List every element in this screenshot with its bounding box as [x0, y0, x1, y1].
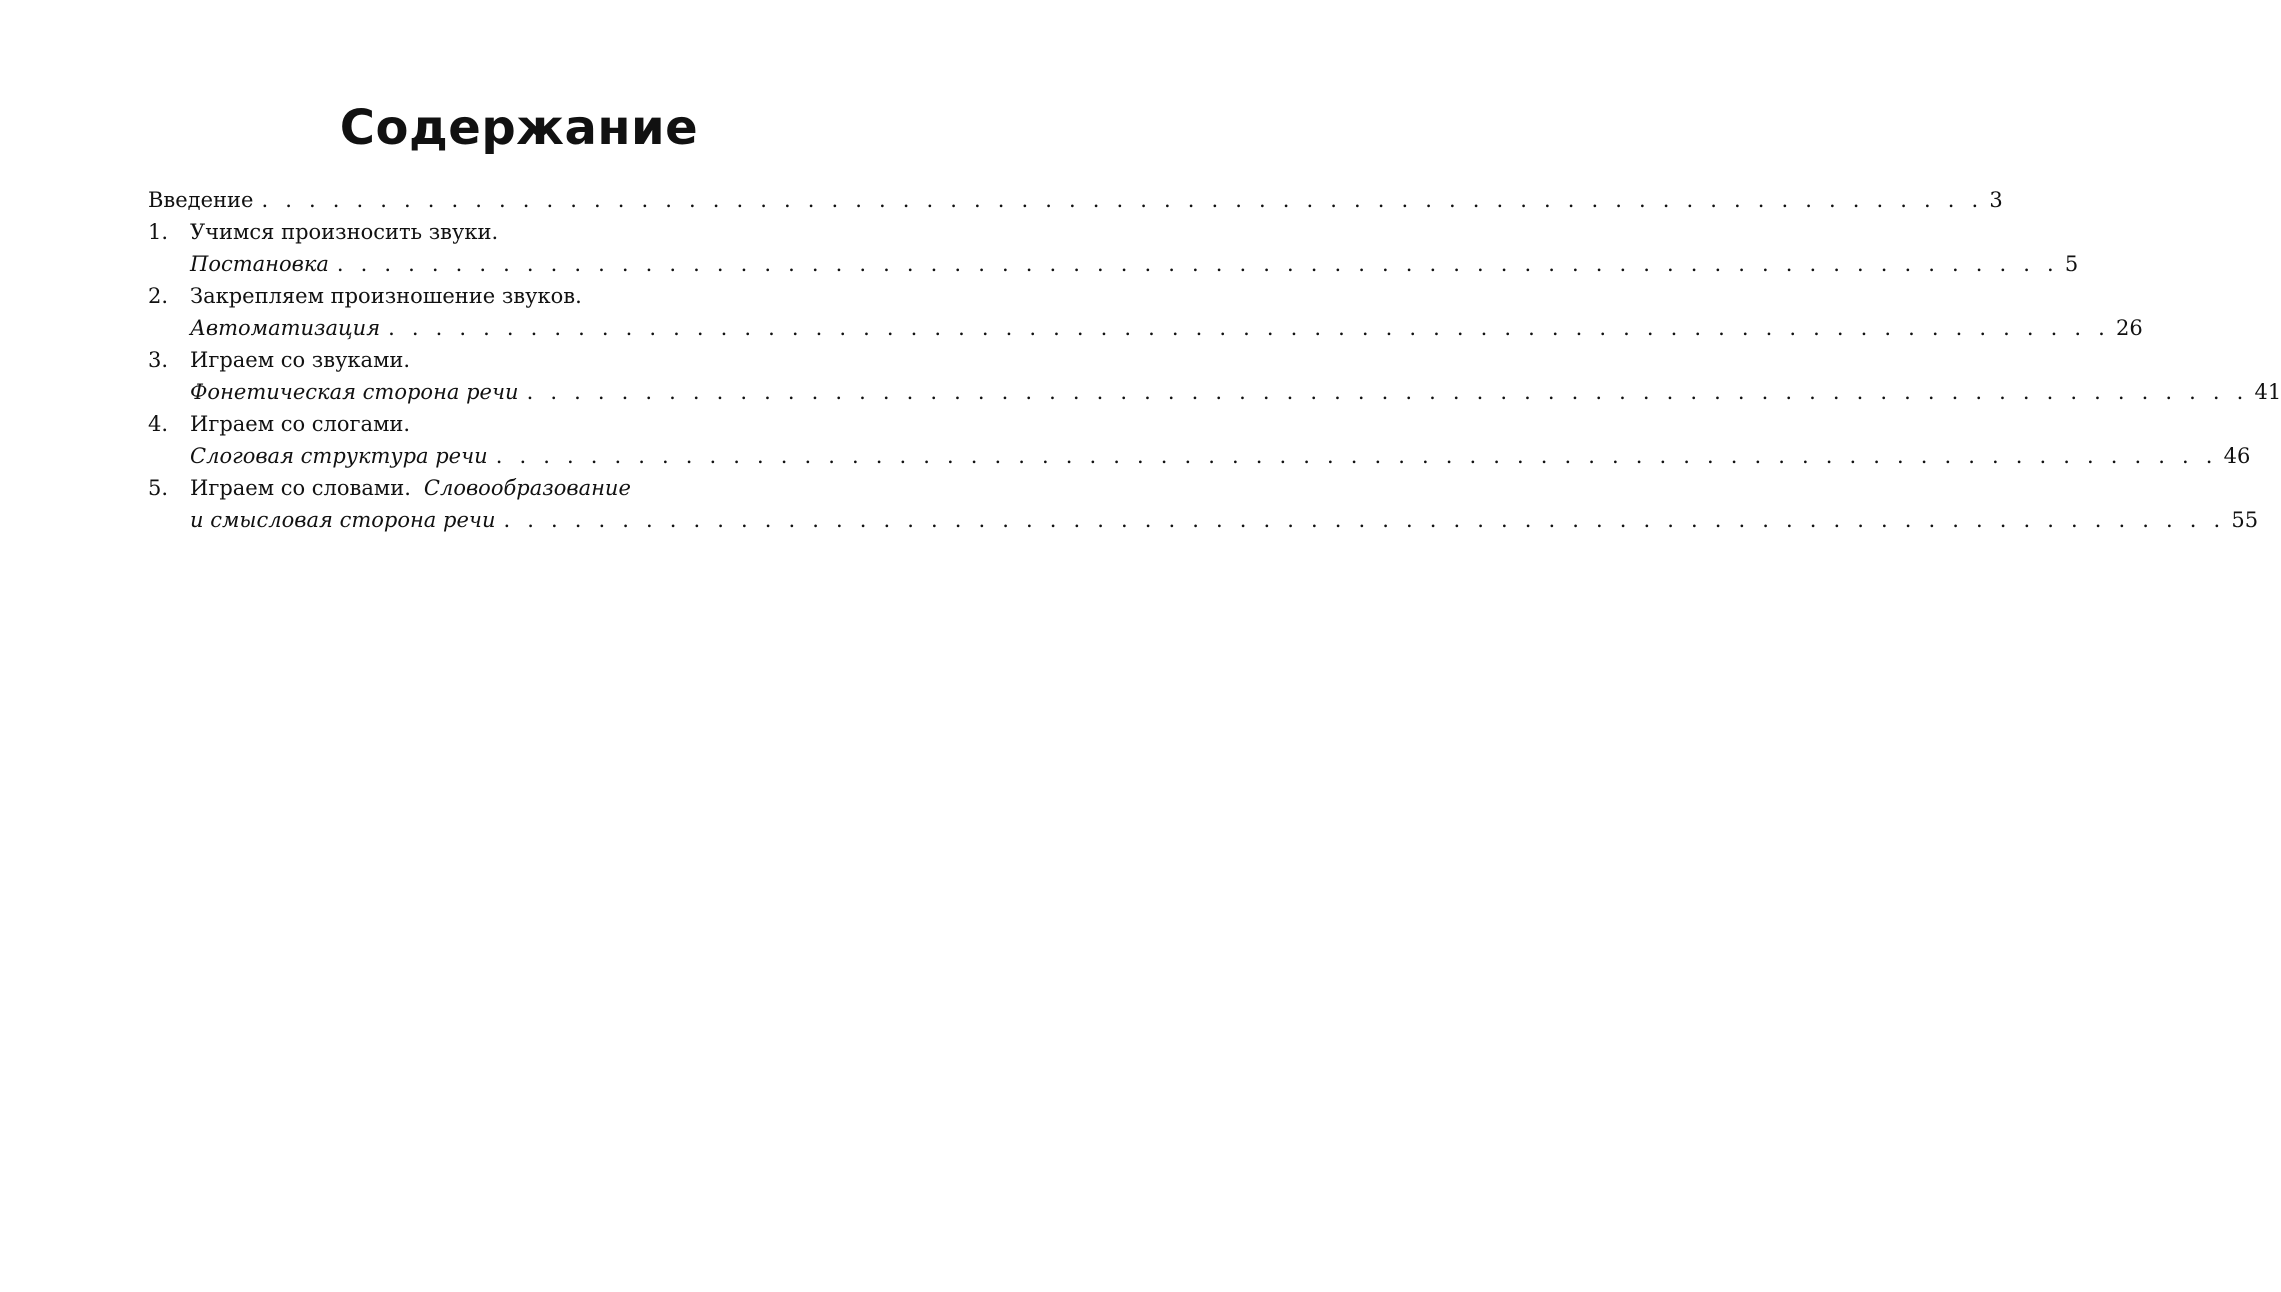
toc-entry-line: [190, 376, 2281, 408]
toc-entry-introduction[interactable]: [148, 184, 2003, 216]
toc-entry-title: Играем со словами.: [190, 476, 411, 500]
dot-leader: . . . . . . . . . . . . . . . . . . . . . . . . . . . . . . . . . . . . . . . . . . . . . . . . . . . . . . . . . . . . . . . . . . . . . . . . .: [526, 380, 2249, 404]
dot-leader: . . . . . . . . . . . . . . . . . . . . . . . . . . . . . . . . . . . . . . . . . . . . . . . . . . . . . . . . . . . . . . . . . . . . . . . . .: [336, 252, 2059, 276]
toc-entry-heading: [190, 408, 884, 440]
dot-leader: . . . . . . . . . . . . . . . . . . . . . . . . . . . . . . . . . . . . . . . . . . . . . . . . . . . . . . . . . . . . . . . . . . . . . . . . .: [388, 316, 2111, 340]
toc-entry-body: [190, 408, 2251, 472]
toc-entry-heading: [190, 216, 884, 248]
toc-entry-body: [190, 216, 2079, 280]
toc-page-number: 5: [2064, 252, 2079, 276]
toc-entry-body: [190, 344, 2281, 408]
toc-entry-title-italic: Словообразование: [423, 476, 631, 500]
toc-entry-title: Играем со звуками.: [190, 348, 411, 372]
toc-entry-number: 1.: [148, 220, 169, 244]
toc-entry-3[interactable]: [148, 344, 2281, 408]
toc-entry-title: Введение: [148, 188, 254, 212]
toc-entry-heading: [190, 280, 884, 312]
toc-entry-number: 2.: [148, 284, 169, 308]
toc-entry-2[interactable]: [148, 280, 2143, 344]
toc-entry-subtitle: Автоматизация: [190, 316, 381, 340]
page-title: Содержание: [339, 100, 699, 156]
toc-entry-subtitle: и смысловая сторона речи: [190, 508, 496, 532]
toc-entry-line: [190, 504, 2259, 536]
toc-entry-subtitle: Постановка: [190, 252, 329, 276]
toc-page-number: 3: [1989, 188, 2003, 212]
toc-page-number: 46: [2223, 444, 2251, 468]
toc-entry-number: 5.: [148, 476, 169, 500]
dot-leader: . . . . . . . . . . . . . . . . . . . . . . . . . . . . . . . . . . . . . . . . . . . . . . . . . . . . . . . . . . . . . . . . . . . . . . . . .: [495, 444, 2218, 468]
toc-entry-5[interactable]: [148, 472, 2259, 536]
toc-entry-body: [190, 472, 2259, 536]
toc-entry-subtitle: Фонетическая сторона речи: [190, 380, 519, 404]
toc-entry-number: 3.: [148, 348, 169, 372]
toc-entry-title: Играем со слогами.: [190, 412, 411, 436]
toc-entry-line: [190, 248, 2079, 280]
dot-leader: . . . . . . . . . . . . . . . . . . . . . . . . . . . . . . . . . . . . . . . . . . . . . . . . . . . . . . . . . . . . . . . . . . . . . . . . .: [261, 188, 1984, 212]
toc-page-number: 26: [2116, 316, 2143, 340]
toc-page-number: 41: [2254, 380, 2281, 404]
toc-entry-body: [148, 184, 2003, 216]
toc-entry-title: Закрепляем произношение звуков.: [190, 284, 582, 308]
toc-entry-number: 4.: [148, 412, 169, 436]
toc-entry-subtitle: Слоговая структура речи: [190, 444, 488, 468]
toc-entry-heading: [190, 344, 884, 376]
toc-entry-line: [190, 312, 2143, 344]
dot-leader: . . . . . . . . . . . . . . . . . . . . . . . . . . . . . . . . . . . . . . . . . . . . . . . . . . . . . . . . . . . . . . . . . . . . . . . . .: [503, 508, 2226, 532]
toc-page-number: 55: [2231, 508, 2259, 532]
toc-entry-line: [190, 440, 2251, 472]
toc-entry-body: [190, 280, 2143, 344]
toc-entry-title: Учимся произносить звуки.: [190, 220, 499, 244]
table-of-contents: [148, 184, 2281, 536]
toc-entry-4[interactable]: [148, 408, 2251, 472]
toc-entry-line: [148, 184, 2003, 216]
toc-entry-1[interactable]: [148, 216, 2079, 280]
toc-entry-heading: [190, 472, 884, 504]
